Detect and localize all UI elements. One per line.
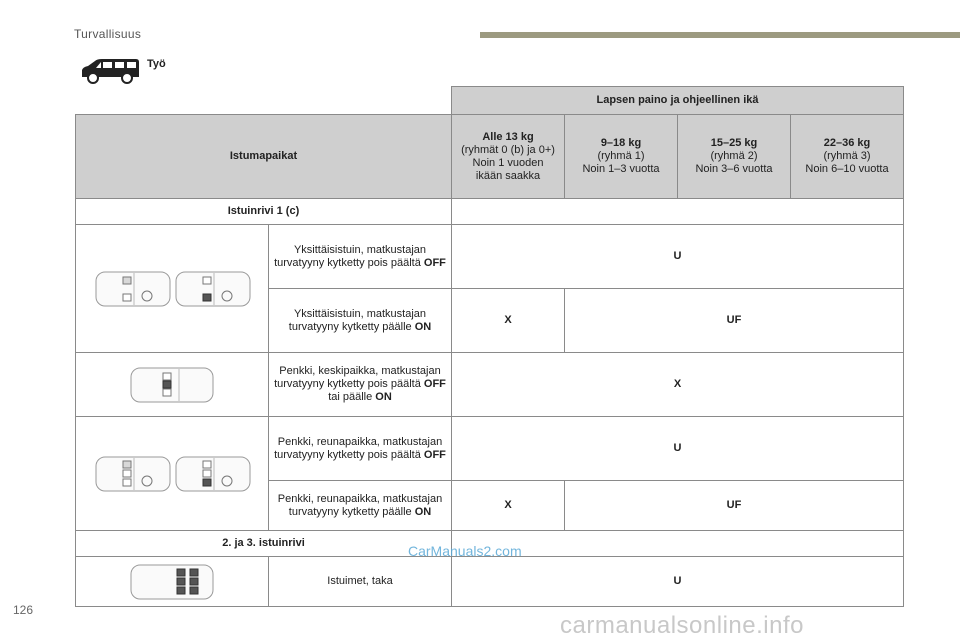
- column-header: 9–18 kg (ryhmä 1) Noin 1–3 vuotta: [565, 115, 678, 199]
- car-top-view-icon: [127, 560, 217, 604]
- car-top-view-icon: [127, 362, 217, 408]
- row-6-value: U: [452, 557, 904, 607]
- row-2-label: Yksittäisistuin, matkustajan turvatyyny kytketty päälle ON: [269, 289, 452, 353]
- column-header: Alle 13 kg (ryhmät 0 (b) ja 0+) Noin 1 vuoden ikään saakka: [452, 115, 565, 199]
- row-header: Istumapaikat: [76, 115, 452, 199]
- seat-diagram: [76, 417, 269, 531]
- row-6-label: Istuimet, taka: [269, 557, 452, 607]
- van-icon: [80, 57, 140, 84]
- seat-diagram: [76, 557, 269, 607]
- column-header: 15–25 kg (ryhmä 2) Noin 3–6 vuotta: [678, 115, 791, 199]
- row-5-value-b: UF: [565, 481, 904, 531]
- vehicle-label: Työ: [147, 58, 166, 70]
- row-4-value: U: [452, 417, 904, 481]
- section-row-2: 2. ja 3. istuinrivi: [76, 531, 452, 557]
- header-group: Lapsen paino ja ohjeellinen ikä: [452, 87, 904, 115]
- seat-diagram: [76, 225, 269, 353]
- row-4-label: Penkki, reunapaikka, matkustajan turvatyyny kytketty pois päältä OFF: [269, 417, 452, 481]
- header-rule: [480, 32, 960, 38]
- section-row-1: Istuinrivi 1 (c): [76, 199, 452, 225]
- section-title: Turvallisuus: [74, 27, 142, 41]
- seat-diagram: [76, 353, 269, 417]
- page-number: 126: [13, 603, 34, 617]
- column-header: 22–36 kg (ryhmä 3) Noin 6–10 vuotta: [791, 115, 904, 199]
- row-1-value: U: [452, 225, 904, 289]
- row-5-label: Penkki, reunapaikka, matkustajan turvatyyny kytketty päälle ON: [269, 481, 452, 531]
- row-5-value-a: X: [452, 481, 565, 531]
- child-seat-table: [75, 86, 904, 607]
- row-3-value: X: [452, 353, 904, 417]
- watermark-link[interactable]: CarManuals2.com: [408, 543, 522, 559]
- car-top-view-icon: [92, 266, 252, 312]
- car-top-view-icon: [92, 451, 252, 497]
- footer-watermark: carmanualsonline.info: [560, 612, 804, 639]
- row-3-label: Penkki, keskipaikka, matkustajan turvatyyny kytketty pois päältä OFF tai päälle ON: [269, 353, 452, 417]
- row-2-value-b: UF: [565, 289, 904, 353]
- row-1-label: Yksittäisistuin, matkustajan turvatyyny kytketty pois päältä OFF: [269, 225, 452, 289]
- row-2-value-a: X: [452, 289, 565, 353]
